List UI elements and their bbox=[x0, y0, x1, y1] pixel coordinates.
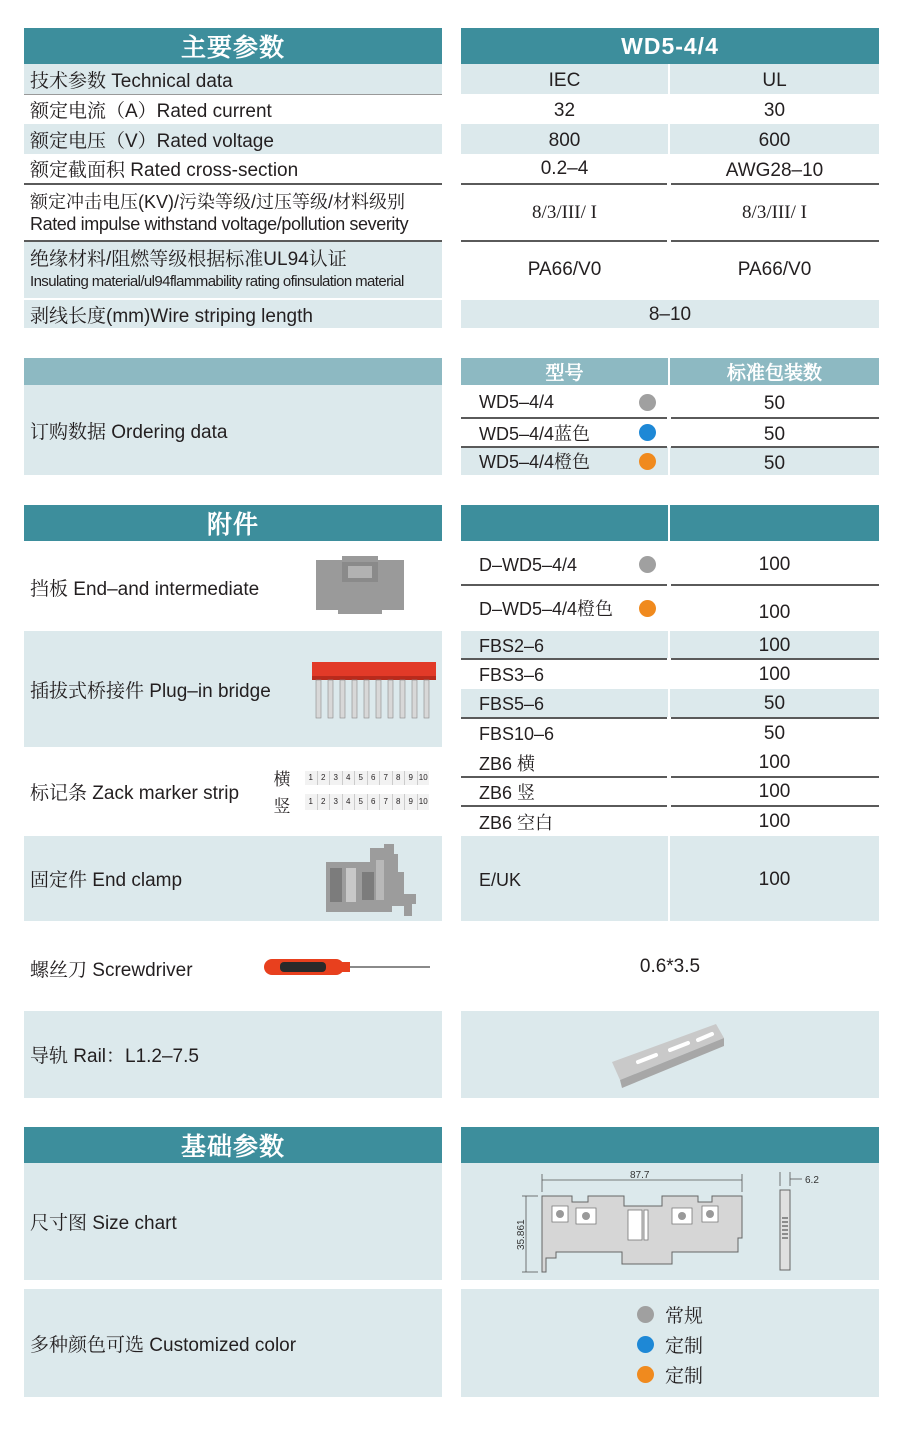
insulation-label bbox=[24, 246, 442, 296]
marker-model-2: ZB6 竖 bbox=[479, 783, 536, 803]
ordering-qty-2: 50 bbox=[763, 423, 786, 445]
marker-horizontal-label: 横 bbox=[273, 769, 291, 789]
size-drawing bbox=[512, 1166, 842, 1278]
ordering-label: 订购数据 Ordering data bbox=[30, 421, 228, 443]
marker-digit: 8 bbox=[393, 771, 406, 785]
ordering-model-3: WD5–4/4橙色 bbox=[479, 452, 591, 472]
insulation-label-en: Insulating material/ul94flammability rating ofinsulation material bbox=[30, 273, 404, 290]
ordering-label-panel bbox=[24, 385, 442, 475]
rated-voltage-iec: 800 bbox=[548, 130, 581, 151]
screwdriver-label: 螺丝刀 Screwdriver bbox=[30, 959, 193, 981]
row-line bbox=[24, 183, 442, 185]
marker-digit: 2 bbox=[318, 771, 331, 785]
color-option-custom-orange: 定制 bbox=[665, 1366, 704, 1387]
clamp-model: E/UK bbox=[479, 869, 522, 890]
clamp-qty: 100 bbox=[758, 869, 791, 890]
insulation-ul: PA66/V0 bbox=[737, 259, 812, 280]
marker-digit: 4 bbox=[343, 771, 356, 785]
clamp-label: 固定件 End clamp bbox=[30, 870, 183, 891]
color-dot-orange bbox=[637, 1366, 654, 1383]
marker-digit: 8 bbox=[393, 794, 406, 810]
bridge-label: 插拔式桥接件 Plug–in bridge bbox=[30, 680, 271, 702]
rated-current-label: 额定电流（A）Rated current bbox=[30, 100, 272, 122]
color-dot-blue bbox=[639, 424, 656, 441]
size-height-dim: 35.861 bbox=[516, 1219, 527, 1250]
color-dot-gray bbox=[639, 394, 656, 411]
ordering-model-1: WD5–4/4 bbox=[479, 392, 555, 412]
marker-vertical-label: 竖 bbox=[273, 796, 291, 816]
bridge-qty-1: 100 bbox=[758, 635, 791, 656]
marker-digit: 3 bbox=[330, 771, 343, 785]
size-thickness-dim: 6.2 bbox=[805, 1175, 819, 1186]
marker-digit: 6 bbox=[368, 771, 381, 785]
bridge-model-4: FBS10–6 bbox=[479, 723, 555, 744]
main-title: 主要参数 bbox=[180, 34, 285, 62]
ordering-col-pack bbox=[670, 358, 879, 385]
model-title-bar bbox=[461, 28, 879, 64]
plug-in-bridge-image bbox=[312, 662, 436, 720]
accessories-right-header-1 bbox=[461, 505, 668, 541]
basic-right-header bbox=[461, 1127, 879, 1163]
marker-digit: 1 bbox=[305, 771, 318, 785]
rated-current-iec: 32 bbox=[553, 100, 576, 121]
cross-section-ul: AWG28–10 bbox=[725, 159, 824, 181]
color-dot-orange bbox=[639, 453, 656, 470]
cross-section-iec: 0.2–4 bbox=[540, 157, 589, 179]
end-plate-model-1: D–WD5–4/4 bbox=[479, 554, 578, 575]
ordering-col-model-text: 型号 bbox=[545, 363, 584, 384]
marker-digit: 4 bbox=[343, 794, 356, 810]
main-title-bar bbox=[24, 28, 442, 64]
bridge-model-1: FBS2–6 bbox=[479, 635, 545, 656]
wire-strip-value: 8–10 bbox=[648, 304, 692, 325]
rail-label: 导轨 Rail：L1.2–7.5 bbox=[30, 1046, 199, 1067]
end-clamp-image bbox=[320, 842, 444, 918]
bridge-qty-4: 50 bbox=[763, 723, 786, 744]
technical-data-ul: UL bbox=[762, 70, 787, 91]
color-option-custom-blue: 定制 bbox=[665, 1336, 704, 1357]
size-label: 尺寸图 Size chart bbox=[30, 1213, 177, 1234]
color-dot-blue bbox=[637, 1336, 654, 1353]
marker-strip-vertical bbox=[305, 794, 429, 810]
marker-label: 标记条 Zack marker strip bbox=[30, 782, 240, 804]
rated-voltage-ul: 600 bbox=[758, 130, 791, 151]
ordering-qty-1: 50 bbox=[763, 392, 786, 414]
color-dot-gray bbox=[637, 1306, 654, 1323]
impulse-label bbox=[24, 187, 442, 239]
marker-qty-2: 100 bbox=[758, 781, 791, 802]
marker-qty-1: 100 bbox=[758, 752, 791, 773]
accessories-right-header-2 bbox=[670, 505, 879, 541]
row-line bbox=[671, 584, 879, 586]
color-dot-orange bbox=[639, 600, 656, 617]
marker-strip-horizontal bbox=[305, 771, 429, 785]
bridge-model-2: FBS3–6 bbox=[479, 664, 545, 685]
marker-digit: 9 bbox=[405, 771, 418, 785]
rated-voltage-label: 额定电压（V）Rated voltage bbox=[30, 130, 274, 152]
bridge-model-3: FBS5–6 bbox=[479, 693, 545, 714]
rated-current-ul: 30 bbox=[763, 100, 786, 121]
screwdriver-value: 0.6*3.5 bbox=[639, 956, 701, 977]
ordering-left-top bbox=[24, 358, 442, 385]
cross-section-label: 额定截面积 Rated cross-section bbox=[30, 160, 299, 181]
basic-title: 基础参数 bbox=[180, 1133, 285, 1161]
end-plate-image bbox=[312, 556, 408, 614]
ordering-col-pack-text: 标准包装数 bbox=[726, 363, 822, 384]
marker-digit: 10 bbox=[418, 797, 428, 806]
marker-digit: 1 bbox=[305, 794, 318, 810]
marker-digit: 7 bbox=[380, 794, 393, 810]
bridge-qty-3: 50 bbox=[763, 693, 786, 714]
end-plate-label: 挡板 End–and intermediate bbox=[30, 578, 260, 600]
impulse-ul: 8/3/III/ I bbox=[742, 201, 807, 223]
impulse-label-cn: 额定冲击电压(KV)/污染等级/过压等级/材料级别 bbox=[30, 192, 406, 212]
technical-data-label: 技术参数 Technical data bbox=[30, 70, 233, 92]
insulation-label-cn: 绝缘材料/阻燃等级根据标准UL94认证 bbox=[30, 249, 347, 270]
marker-digit: 7 bbox=[380, 771, 393, 785]
marker-digit: 9 bbox=[405, 794, 418, 810]
color-option-standard: 常规 bbox=[665, 1306, 704, 1327]
end-plate-qty-1: 100 bbox=[758, 554, 791, 575]
marker-digit: 6 bbox=[368, 794, 381, 810]
marker-model-1: ZB6 横 bbox=[479, 754, 536, 774]
marker-model-3: ZB6 空白 bbox=[479, 813, 554, 833]
basic-title-bar bbox=[24, 1127, 442, 1163]
marker-digit: 5 bbox=[355, 794, 368, 810]
size-label-panel bbox=[24, 1163, 442, 1280]
end-plate-model-2: D–WD5–4/4橙色 bbox=[479, 599, 614, 619]
marker-qty-3: 100 bbox=[758, 811, 791, 832]
impulse-iec: 8/3/III/ I bbox=[532, 201, 597, 223]
color-label-panel bbox=[24, 1289, 442, 1397]
ordering-model-2: WD5–4/4蓝色 bbox=[479, 423, 591, 444]
row-line bbox=[461, 584, 667, 586]
bridge-qty-2: 100 bbox=[758, 664, 791, 685]
model-title: WD5-4/4 bbox=[621, 32, 719, 59]
screwdriver-image bbox=[262, 954, 432, 980]
accessories-title: 附件 bbox=[206, 511, 259, 539]
end-plate-qty-2: 100 bbox=[758, 602, 791, 623]
wire-strip-label: 剥线长度(mm)Wire striping length bbox=[30, 305, 313, 327]
rail-label-panel bbox=[24, 1011, 442, 1098]
impulse-label-en: Rated impulse withstand voltage/pollution severity bbox=[30, 214, 409, 234]
technical-data-iec: IEC bbox=[548, 70, 581, 91]
insulation-iec: PA66/V0 bbox=[527, 259, 602, 280]
size-width-dim: 87.7 bbox=[630, 1170, 650, 1181]
marker-digit: 5 bbox=[355, 771, 368, 785]
row-line bbox=[24, 240, 442, 242]
marker-digit: 3 bbox=[330, 794, 343, 810]
ordering-col-model bbox=[461, 358, 668, 385]
ordering-qty-3: 50 bbox=[763, 453, 786, 474]
din-rail-image bbox=[608, 1018, 726, 1092]
accessories-title-bar bbox=[24, 505, 442, 541]
color-dot-gray bbox=[639, 556, 656, 573]
marker-digit: 2 bbox=[318, 794, 331, 810]
marker-digit: 10 bbox=[418, 773, 428, 782]
color-label: 多种颜色可选 Customized color bbox=[30, 1334, 297, 1356]
